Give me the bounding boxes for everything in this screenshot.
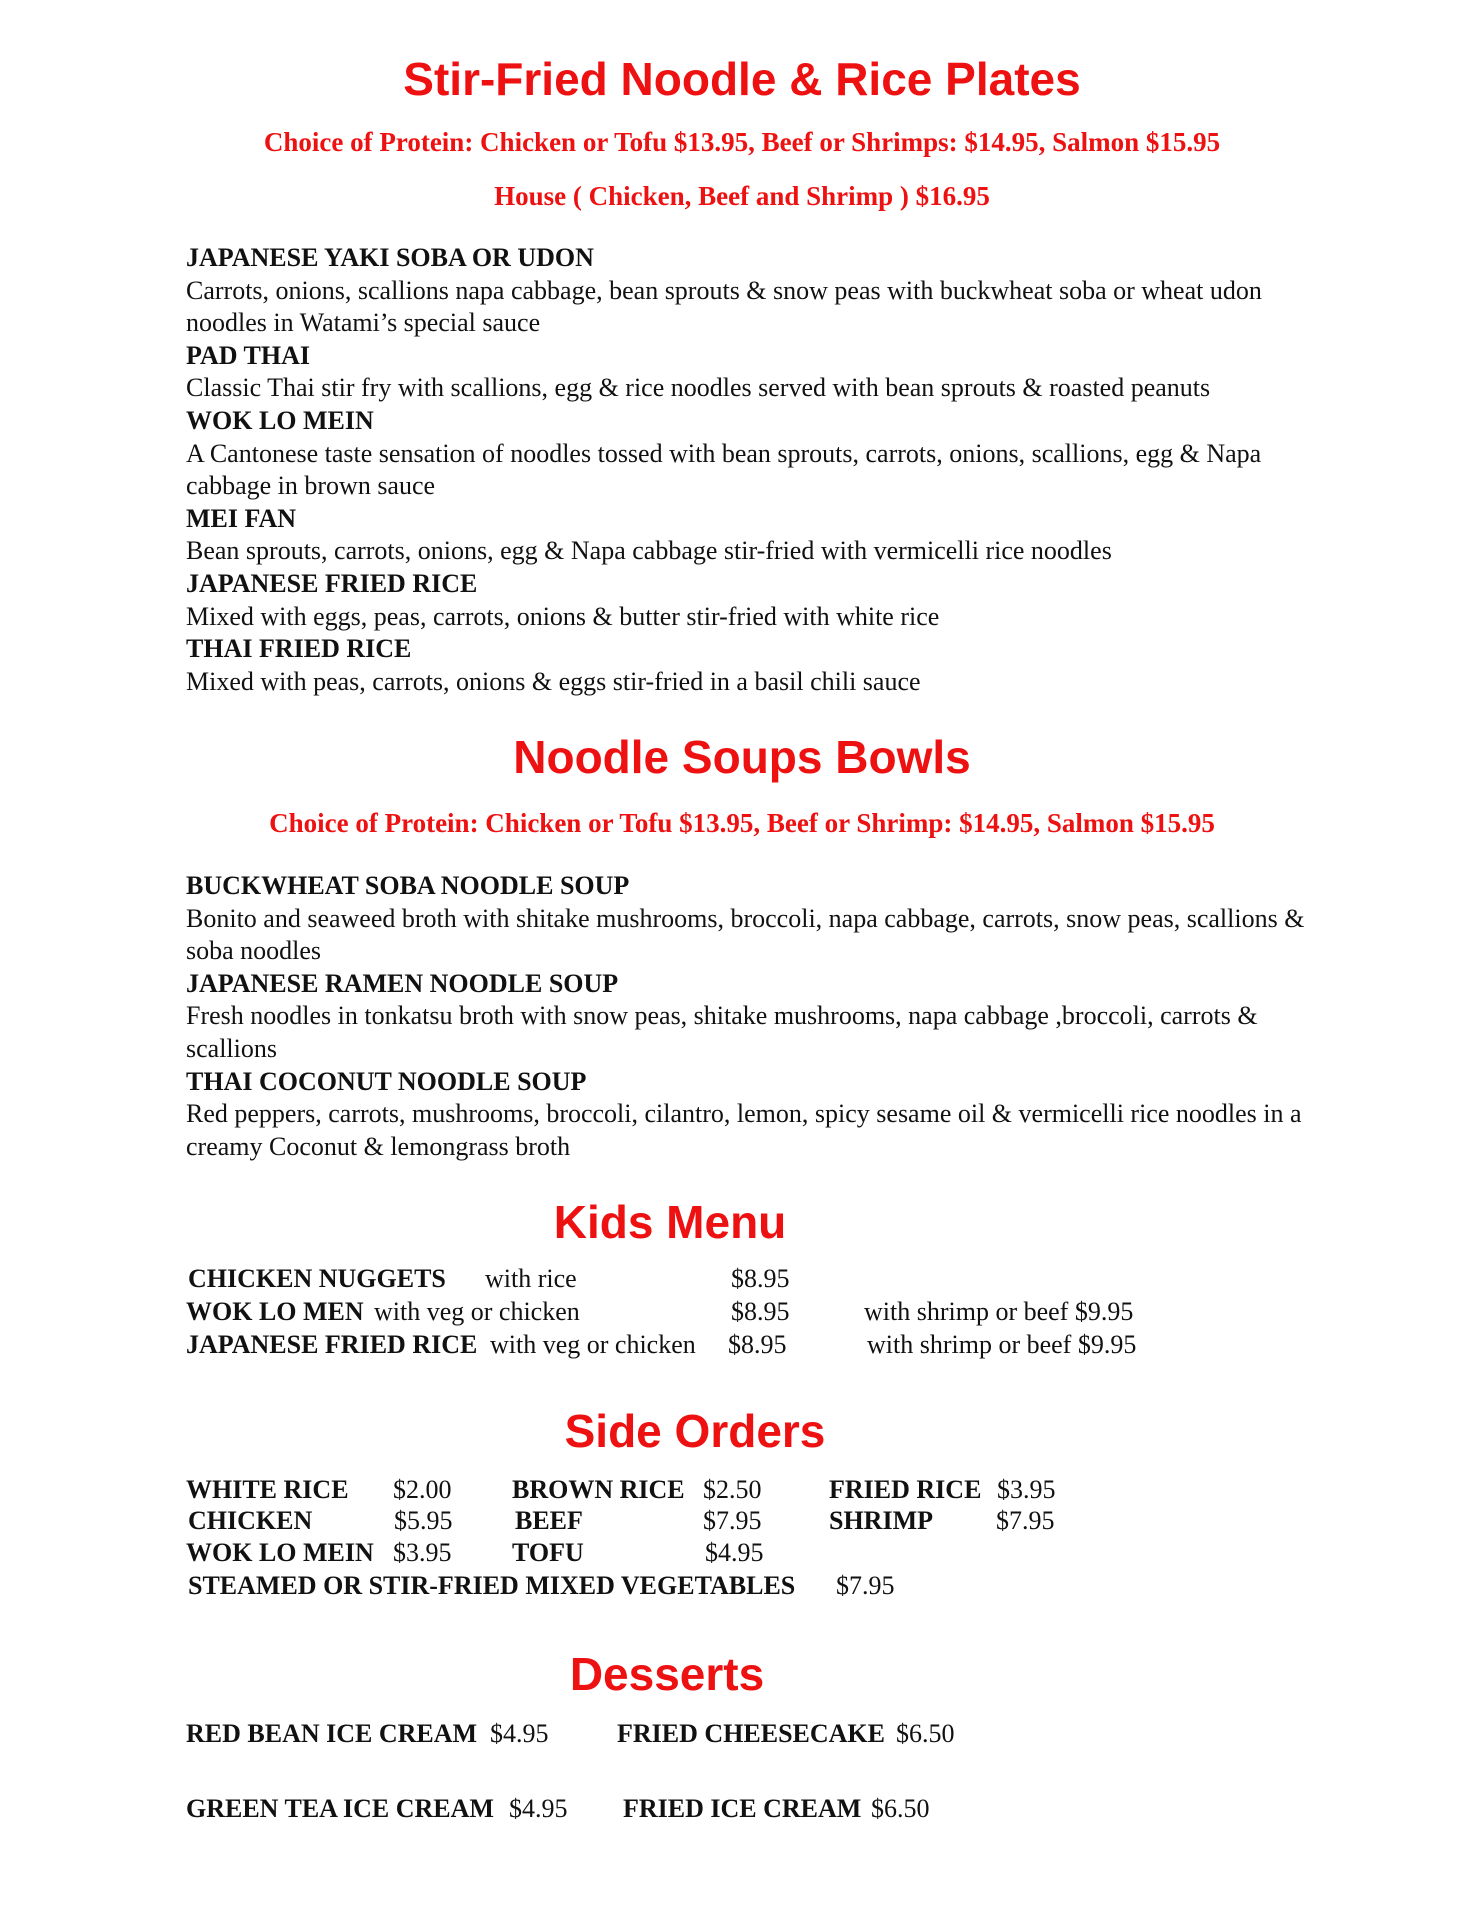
side-item-name: TOFU bbox=[512, 1538, 584, 1567]
side-item-price: $7.95 bbox=[703, 1506, 762, 1535]
side-item-name: SHRIMP bbox=[829, 1506, 933, 1535]
kids-item-detail: with veg or chicken bbox=[374, 1297, 580, 1326]
kids-item-extra: with shrimp or beef $9.95 bbox=[864, 1297, 1134, 1326]
stir-fried-title: Stir-Fried Noodle & Rice Plates bbox=[403, 53, 1081, 105]
menu-item bbox=[186, 870, 1336, 968]
item-description: Bean sprouts, carrots, onions, egg & Napa cabbage stir-fried with vermicelli rice noodles bbox=[186, 536, 1112, 566]
dessert-name: FRIED CHEESECAKE bbox=[617, 1719, 885, 1748]
dessert-price: $6.50 bbox=[896, 1719, 955, 1748]
kids-item-extra: with shrimp or beef $9.95 bbox=[867, 1330, 1137, 1359]
dessert-name: RED BEAN ICE CREAM bbox=[186, 1719, 478, 1748]
item-description: Red peppers, carrots, mushrooms, broccoli, cilantro, lemon, spicy sesame oil & vermicelli rice noodles in a creamy Coconut & lemongrass broth bbox=[186, 1099, 1302, 1161]
side-orders-title: Side Orders bbox=[564, 1405, 826, 1457]
kids-item-name: CHICKEN NUGGETS bbox=[188, 1264, 446, 1293]
side-item-name: CHICKEN bbox=[188, 1506, 313, 1535]
menu-item bbox=[186, 340, 1336, 405]
menu-item bbox=[186, 568, 1336, 633]
item-description: A Cantonese taste sensation of noodles tossed with bean sprouts, carrots, onions, scallions, egg & Napa cabbage in brown sauce bbox=[186, 438, 1262, 501]
kids-item-price: $8.95 bbox=[731, 1264, 790, 1293]
menu-item bbox=[186, 633, 1336, 698]
kids-item-price: $8.95 bbox=[731, 1297, 790, 1326]
menu-item bbox=[186, 1066, 1336, 1164]
side-item-price: $7.95 bbox=[996, 1506, 1055, 1535]
dessert-price: $4.95 bbox=[490, 1719, 549, 1748]
side-item-price: $2.00 bbox=[393, 1475, 452, 1504]
kids-item-name: JAPANESE FRIED RICE bbox=[186, 1330, 478, 1359]
side-item-name: BROWN RICE bbox=[512, 1475, 685, 1504]
item-name: MEI FAN bbox=[186, 503, 297, 533]
side-item-price: $3.95 bbox=[997, 1475, 1056, 1504]
item-description: Mixed with eggs, peas, carrots, onions & butter stir-fried with white rice bbox=[186, 601, 940, 631]
dessert-price: $4.95 bbox=[509, 1794, 568, 1823]
item-description: Bonito and seaweed broth with shitake mushrooms, broccoli, napa cabbage, carrots, snow peas, scallions & soba noodles bbox=[186, 903, 1305, 966]
noodle-soups-protein-line: Choice of Protein: Chicken or Tofu $13.95, Beef or Shrimp: $14.95, Salmon $15.95 bbox=[269, 808, 1215, 838]
side-item-name: STEAMED OR STIR-FRIED MIXED VEGETABLES bbox=[188, 1571, 796, 1600]
item-description: Classic Thai stir fry with scallions, egg & rice noodles served with bean sprouts & roasted peanuts bbox=[186, 373, 1211, 403]
noodle-soups-title: Noodle Soups Bowls bbox=[513, 731, 971, 783]
menu-item bbox=[186, 968, 1336, 1066]
item-description: Mixed with peas, carrots, onions & eggs stir-fried in a basil chili sauce bbox=[186, 666, 921, 696]
side-item-name: FRIED RICE bbox=[829, 1475, 982, 1504]
stir-fried-protein-line: Choice of Protein: Chicken or Tofu $13.95, Beef or Shrimps: $14.95, Salmon $15.95 bbox=[263, 127, 1221, 157]
item-name: THAI FRIED RICE bbox=[186, 634, 412, 664]
item-description: Fresh noodles in tonkatsu broth with snow peas, shitake mushrooms, napa cabbage ,broccoli, carrots & scallions bbox=[186, 1001, 1258, 1063]
stir-fried-items bbox=[186, 242, 1336, 698]
dessert-name: GREEN TEA ICE CREAM bbox=[186, 1794, 494, 1823]
side-item-price: $5.95 bbox=[394, 1506, 453, 1535]
item-name: BUCKWHEAT SOBA NOODLE SOUP bbox=[186, 871, 630, 900]
item-name: PAD THAI bbox=[186, 340, 310, 370]
kids-item-detail: with veg or chicken bbox=[490, 1330, 696, 1359]
side-item-price: $4.95 bbox=[705, 1538, 764, 1567]
kids-item-price: $8.95 bbox=[728, 1330, 787, 1359]
dessert-name: FRIED ICE CREAM bbox=[623, 1794, 862, 1823]
side-item-price: $3.95 bbox=[393, 1538, 452, 1567]
side-item-price: $7.95 bbox=[836, 1571, 895, 1600]
noodle-soups-items bbox=[186, 870, 1336, 1163]
menu-item bbox=[186, 405, 1336, 503]
item-name: JAPANESE FRIED RICE bbox=[186, 568, 478, 598]
item-name: JAPANESE RAMEN NOODLE SOUP bbox=[186, 968, 619, 998]
side-item-name: WOK LO MEIN bbox=[186, 1538, 374, 1567]
side-item-name: WHITE RICE bbox=[186, 1475, 349, 1504]
item-name: JAPANESE YAKI SOBA OR UDON bbox=[186, 243, 594, 272]
menu-item bbox=[186, 503, 1336, 568]
dessert-price: $6.50 bbox=[871, 1794, 930, 1823]
side-item-price: $2.50 bbox=[703, 1475, 762, 1504]
kids-item-detail: with rice bbox=[485, 1264, 577, 1293]
kids-item-name: WOK LO MEN bbox=[186, 1297, 364, 1326]
kids-menu-title: Kids Menu bbox=[553, 1196, 787, 1248]
desserts-title: Desserts bbox=[569, 1648, 765, 1700]
item-name: THAI COCONUT NOODLE SOUP bbox=[186, 1066, 587, 1096]
menu-item bbox=[186, 242, 1336, 340]
side-item-name: BEEF bbox=[515, 1506, 583, 1535]
stir-fried-house-line: House ( Chicken, Beef and Shrimp ) $16.95 bbox=[494, 181, 990, 211]
item-description: Carrots, onions, scallions napa cabbage, bean sprouts & snow peas with buckwheat soba or wheat udon noodles in Watami’s special sauce bbox=[186, 275, 1262, 338]
item-name: WOK LO MEIN bbox=[186, 405, 374, 435]
